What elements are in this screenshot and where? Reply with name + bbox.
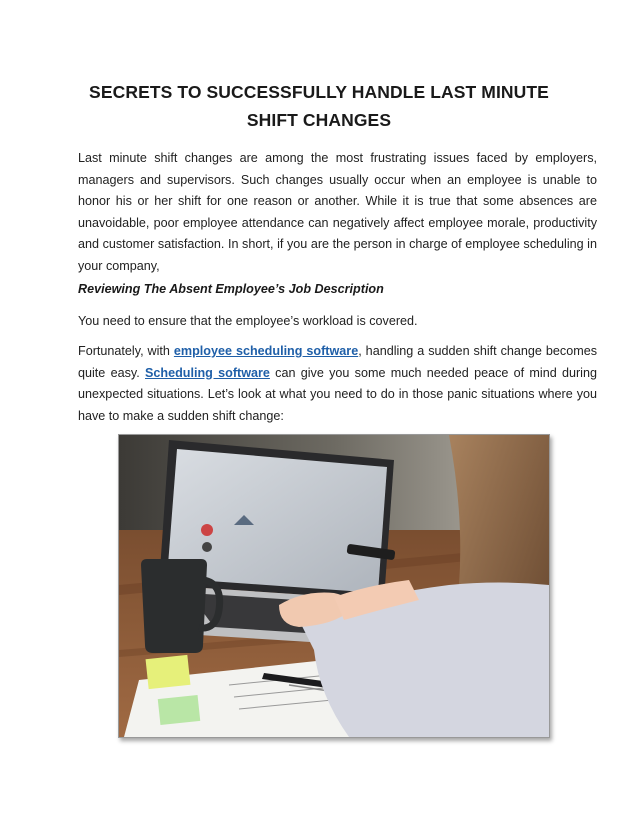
workspace-photo-illustration	[119, 435, 549, 737]
paragraph-text: can give you some much needed peace of mind during unexpected situations. Let’s look at what you need to do in those panic situations where you have to make a sudden shift change:	[78, 365, 597, 423]
workspace-photo	[118, 434, 550, 738]
sticky-note	[146, 655, 191, 689]
employee-scheduling-software-link[interactable]: employee scheduling software	[173, 344, 359, 358]
document-title: SECRETS TO SUCCESSFULLY HANDLE LAST MINUTE SHIFT CHANGES	[89, 82, 549, 130]
paragraph-text: , handling a sudden shift change becomes quite easy.	[78, 344, 597, 380]
intro-paragraph: Last minute shift changes are among the most frustrating issues faced by employers, managers and supervisors. Such changes usually occur when an employee is unable to honor his or her shift for one reason or another. While it is true that some absences are unavoidable, poor employee attendance can negatively affect employee morale, productivity and customer satisfaction. In short, if you are the person in charge of employee scheduling in your company,	[78, 151, 597, 273]
screen-element	[201, 524, 213, 536]
section-subheading: Reviewing The Absent Employee’s Job Description	[78, 282, 384, 296]
workload-paragraph: You need to ensure that the employee’s workload is covered.	[78, 314, 418, 328]
scheduling-software-link[interactable]: Scheduling software	[145, 365, 270, 380]
screen-element	[202, 542, 212, 552]
paragraph-text: Fortunately, with	[78, 344, 174, 358]
software-paragraph	[78, 341, 597, 427]
sticky-note	[158, 695, 200, 725]
coffee-mug	[141, 559, 207, 653]
